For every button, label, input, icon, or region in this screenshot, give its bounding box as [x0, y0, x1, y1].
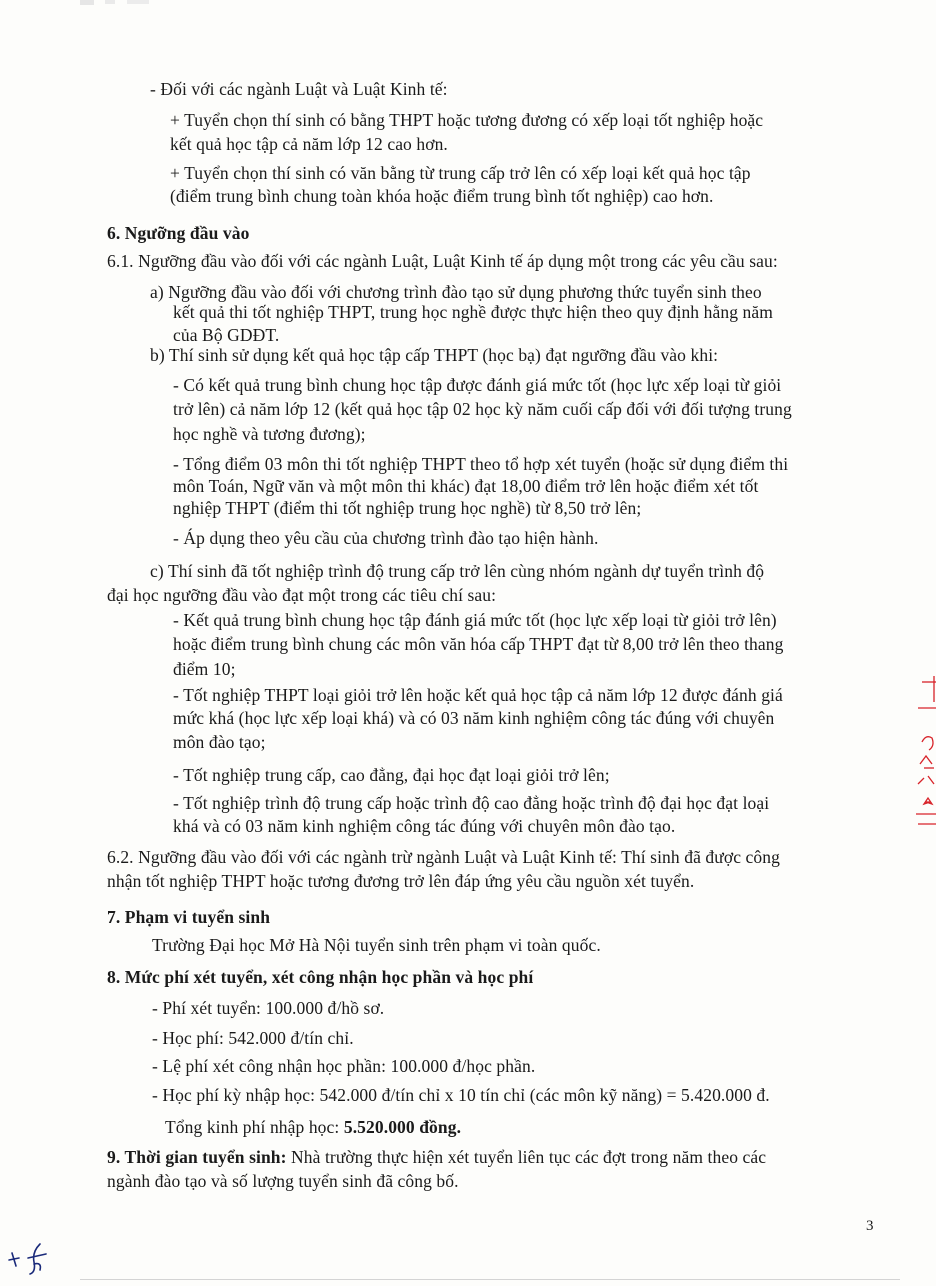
text-line — [165, 1116, 461, 1138]
total-value: 5.520.000 đồng. — [343, 1117, 462, 1137]
text-line: hoặc điểm trung bình chung các môn văn hóa cấp THPT đạt từ 8,00 trở lên theo thang — [173, 634, 784, 654]
text-line: kết quả học tập cả năm lớp 12 cao hơn. — [170, 134, 448, 154]
text-line: - Học phí kỳ nhập học: 542.000 đ/tín chỉ x 10 tín chỉ (các môn kỹ năng) = 5.420.000 đ. — [152, 1085, 770, 1105]
text-line: - Tốt nghiệp trình độ trung cấp hoặc trình độ cao đẳng hoặc trình độ đại học đạt loại — [173, 793, 770, 813]
text-line: c) Thí sinh đã tốt nghiệp trình độ trung cấp trở lên cùng nhóm ngành dự tuyển trình độ — [150, 561, 765, 581]
text-line: khá và có 03 năm kinh nghiệm công tác đúng với chuyên môn đào tạo. — [173, 816, 676, 836]
text-line: ngành đào tạo và số lượng tuyển sinh đã công bố. — [107, 1171, 459, 1191]
text-line: của Bộ GDĐT. — [173, 325, 280, 345]
total-label: Tổng kinh phí nhập học: — [165, 1117, 344, 1137]
text-line: - Áp dụng theo yêu cầu của chương trình đào tạo hiện hành. — [173, 528, 599, 548]
text-line: điểm 10; — [173, 659, 236, 679]
text-line: 6.1. Ngưỡng đầu vào đối với các ngành Luật, Luật Kinh tế áp dụng một trong các yêu cầu sau: — [107, 251, 778, 271]
text-line: - Phí xét tuyển: 100.000 đ/hồ sơ. — [152, 998, 385, 1018]
text-line: học nghề và tương đương); — [173, 424, 366, 444]
section-heading: 8. Mức phí xét tuyển, xét công nhận học phần và học phí — [107, 967, 534, 987]
text-line: kết quả thi tốt nghiệp THPT, trung học nghề được thực hiện theo quy định hằng năm — [173, 302, 773, 322]
text-line: môn đào tạo; — [173, 732, 266, 752]
text-line: Trường Đại học Mở Hà Nội tuyển sinh trên phạm vi toàn quốc. — [152, 935, 601, 955]
initials-signature — [6, 1240, 56, 1276]
text-line: nghiệp THPT (điểm thi tốt nghiệp trung học nghề) từ 8,50 trở lên; — [173, 498, 642, 518]
text-line: (điểm trung bình chung toàn khóa hoặc điểm trung bình tốt nghiệp) cao hơn. — [170, 186, 714, 206]
text-line: - Học phí: 542.000 đ/tín chỉ. — [152, 1028, 354, 1048]
text-inline: Nhà trường thực hiện xét tuyển liên tục các đợt trong năm theo các — [286, 1147, 767, 1167]
text-line: a) Ngưỡng đầu vào đối với chương trình đào tạo sử dụng phương thức tuyển sinh theo — [150, 282, 762, 302]
text-line: môn Toán, Ngữ văn và một môn thi khác) đạt 18,00 điểm trở lên hoặc điểm xét tốt — [173, 476, 759, 496]
text-line: - Có kết quả trung bình chung học tập được đánh giá mức tốt (học lực xếp loại từ giỏi — [173, 375, 782, 395]
text-line: - Đối với các ngành Luật và Luật Kinh tế: — [150, 79, 448, 99]
text-line: - Lệ phí xét công nhận học phần: 100.000 đ/học phần. — [152, 1056, 536, 1076]
page-number: 3 — [866, 1218, 874, 1234]
text-line — [107, 1146, 766, 1168]
text-line: + Tuyển chọn thí sinh có bằng THPT hoặc tương đương có xếp loại tốt nghiệp hoặc — [170, 110, 764, 130]
section-heading: 9. Thời gian tuyển sinh: — [107, 1147, 287, 1167]
text-line: trở lên) cả năm lớp 12 (kết quả học tập 02 học kỳ năm cuối cấp đối với đối tượng trung — [173, 399, 792, 419]
section-heading: 7. Phạm vi tuyển sinh — [107, 907, 271, 927]
scan-smudge — [75, 0, 165, 10]
section-heading: 6. Ngưỡng đầu vào — [107, 223, 250, 243]
text-line: - Kết quả trung bình chung học tập đánh giá mức tốt (học lực xếp loại từ giỏi trở lên) — [173, 610, 777, 630]
text-line: đại học ngưỡng đầu vào đạt một trong các tiêu chí sau: — [107, 585, 497, 605]
text-line: 6.2. Ngưỡng đầu vào đối với các ngành trừ ngành Luật và Luật Kinh tế: Thí sinh đã được công — [107, 847, 780, 867]
text-line: - Tốt nghiệp THPT loại giỏi trở lên hoặc kết quả học tập cả năm lớp 12 được đánh giá — [173, 685, 783, 705]
text-line: nhận tốt nghiệp THPT hoặc tương đương trở lên đáp ứng yêu cầu nguồn xét tuyển. — [107, 871, 695, 891]
text-line: mức khá (học lực xếp loại khá) và có 03 năm kinh nghiệm công tác đúng với chuyên — [173, 708, 775, 728]
text-line: - Tốt nghiệp trung cấp, cao đẳng, đại học đạt loại giỏi trở lên; — [173, 765, 610, 785]
text-line: b) Thí sinh sử dụng kết quả học tập cấp THPT (học bạ) đạt ngưỡng đầu vào khi: — [150, 345, 719, 365]
page-bottom-edge — [80, 1279, 900, 1280]
text-line: + Tuyển chọn thí sinh có văn bằng từ trung cấp trở lên có xếp loại kết quả học tập — [170, 163, 751, 183]
red-stamp-fragment — [908, 672, 936, 837]
text-line: - Tổng điểm 03 môn thi tốt nghiệp THPT theo tổ hợp xét tuyển (hoặc sử dụng điểm thi — [173, 454, 789, 474]
